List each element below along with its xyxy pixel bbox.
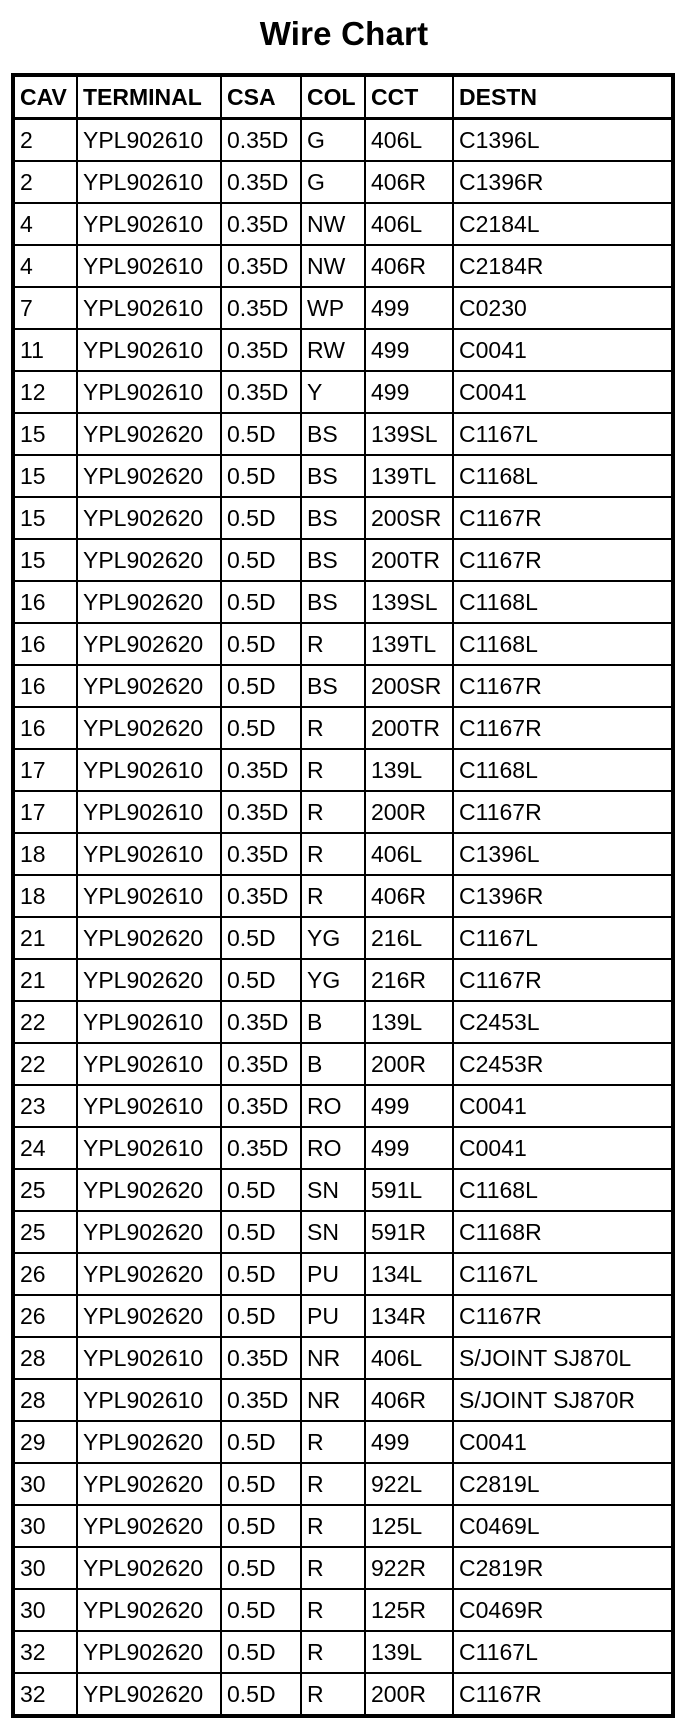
col-cell: R xyxy=(301,1547,365,1589)
terminal-cell: YPL902610 xyxy=(77,749,221,791)
cav-cell: 30 xyxy=(13,1505,77,1547)
csa-cell: 0.35D xyxy=(221,1379,301,1421)
cct-cell: 134R xyxy=(365,1295,453,1337)
cct-cell: 499 xyxy=(365,329,453,371)
terminal-cell: YPL902620 xyxy=(77,1295,221,1337)
destn-cell: C1396R xyxy=(453,875,673,917)
destn-cell: C1396L xyxy=(453,119,673,162)
col-cell: R xyxy=(301,1631,365,1673)
cct-cell: 922L xyxy=(365,1463,453,1505)
cav-cell: 16 xyxy=(13,581,77,623)
table-row xyxy=(13,203,673,245)
terminal-cell: YPL902610 xyxy=(77,833,221,875)
col-cell: YG xyxy=(301,959,365,1001)
cct-cell: 499 xyxy=(365,1085,453,1127)
terminal-cell: YPL902620 xyxy=(77,1253,221,1295)
cct-cell: 216R xyxy=(365,959,453,1001)
destn-cell: C0041 xyxy=(453,371,673,413)
cct-cell: 406L xyxy=(365,203,453,245)
cct-cell: 139L xyxy=(365,1631,453,1673)
cct-cell: 406L xyxy=(365,833,453,875)
terminal-cell: YPL902610 xyxy=(77,245,221,287)
csa-cell: 0.35D xyxy=(221,791,301,833)
terminal-cell: YPL902610 xyxy=(77,875,221,917)
cct-cell: 125R xyxy=(365,1589,453,1631)
col-cell: BS xyxy=(301,665,365,707)
table-row xyxy=(13,623,673,665)
csa-cell: 0.35D xyxy=(221,119,301,162)
col-cell: B xyxy=(301,1043,365,1085)
csa-cell: 0.5D xyxy=(221,1547,301,1589)
terminal-cell: YPL902610 xyxy=(77,1379,221,1421)
terminal-cell: YPL902610 xyxy=(77,1043,221,1085)
cct-cell: 406R xyxy=(365,875,453,917)
table-row xyxy=(13,1589,673,1631)
cav-cell: 21 xyxy=(13,959,77,1001)
cct-cell: 499 xyxy=(365,371,453,413)
col-cell: NR xyxy=(301,1379,365,1421)
table-row xyxy=(13,1253,673,1295)
destn-cell: C1167R xyxy=(453,497,673,539)
col-cell: R xyxy=(301,875,365,917)
cav-cell: 2 xyxy=(13,119,77,162)
col-cell: NR xyxy=(301,1337,365,1379)
cav-cell: 32 xyxy=(13,1673,77,1716)
col-cell: BS xyxy=(301,413,365,455)
csa-cell: 0.5D xyxy=(221,1295,301,1337)
terminal-cell: YPL902610 xyxy=(77,329,221,371)
terminal-cell: YPL902620 xyxy=(77,1211,221,1253)
cct-cell: 200TR xyxy=(365,707,453,749)
cct-cell: 139TL xyxy=(365,455,453,497)
col-cell: R xyxy=(301,1463,365,1505)
terminal-cell: YPL902620 xyxy=(77,1631,221,1673)
terminal-cell: YPL902620 xyxy=(77,1169,221,1211)
cav-cell: 23 xyxy=(13,1085,77,1127)
col-cell: BS xyxy=(301,539,365,581)
cav-cell: 15 xyxy=(13,413,77,455)
col-cell: R xyxy=(301,833,365,875)
cav-cell: 16 xyxy=(13,665,77,707)
terminal-cell: YPL902610 xyxy=(77,1001,221,1043)
col-cell: Y xyxy=(301,371,365,413)
col-cell: PU xyxy=(301,1295,365,1337)
wire-chart-table xyxy=(11,73,675,1718)
table-row xyxy=(13,1337,673,1379)
terminal-cell: YPL902620 xyxy=(77,1547,221,1589)
cav-cell: 15 xyxy=(13,497,77,539)
table-row xyxy=(13,1001,673,1043)
cct-cell: 139L xyxy=(365,749,453,791)
cct-cell: 200R xyxy=(365,791,453,833)
table-row xyxy=(13,539,673,581)
cav-cell: 11 xyxy=(13,329,77,371)
cav-cell: 18 xyxy=(13,875,77,917)
table-row xyxy=(13,161,673,203)
destn-cell: C1167L xyxy=(453,413,673,455)
col-cell: BS xyxy=(301,497,365,539)
table-row xyxy=(13,1295,673,1337)
destn-cell: C1168L xyxy=(453,623,673,665)
terminal-cell: YPL902610 xyxy=(77,203,221,245)
destn-cell: C2453L xyxy=(453,1001,673,1043)
table-row xyxy=(13,287,673,329)
cct-cell: 406R xyxy=(365,245,453,287)
destn-cell: C1396L xyxy=(453,833,673,875)
csa-cell: 0.5D xyxy=(221,1673,301,1716)
cav-cell: 28 xyxy=(13,1379,77,1421)
table-row xyxy=(13,665,673,707)
cav-cell: 28 xyxy=(13,1337,77,1379)
csa-cell: 0.35D xyxy=(221,749,301,791)
table-row xyxy=(13,581,673,623)
col-cell: R xyxy=(301,1421,365,1463)
destn-cell: C1168R xyxy=(453,1211,673,1253)
col-cell: BS xyxy=(301,581,365,623)
csa-cell: 0.35D xyxy=(221,287,301,329)
destn-cell: C2819R xyxy=(453,1547,673,1589)
destn-cell: C2453R xyxy=(453,1043,673,1085)
csa-cell: 0.35D xyxy=(221,1085,301,1127)
table-row xyxy=(13,119,673,162)
terminal-cell: YPL902620 xyxy=(77,959,221,1001)
csa-cell: 0.5D xyxy=(221,1505,301,1547)
destn-cell: C1167R xyxy=(453,791,673,833)
terminal-cell: YPL902620 xyxy=(77,1673,221,1716)
csa-cell: 0.5D xyxy=(221,623,301,665)
csa-cell: 0.5D xyxy=(221,707,301,749)
table-row xyxy=(13,1631,673,1673)
destn-cell: C1167R xyxy=(453,539,673,581)
csa-cell: 0.35D xyxy=(221,1001,301,1043)
page-title: Wire Chart xyxy=(259,15,429,52)
cct-cell: 406L xyxy=(365,1337,453,1379)
csa-cell: 0.35D xyxy=(221,1127,301,1169)
cav-cell: 2 xyxy=(13,161,77,203)
cct-cell: 139SL xyxy=(365,413,453,455)
col-cell: R xyxy=(301,1589,365,1631)
destn-cell: C2819L xyxy=(453,1463,673,1505)
cav-cell: 7 xyxy=(13,287,77,329)
col-cell: NW xyxy=(301,203,365,245)
terminal-cell: YPL902620 xyxy=(77,1589,221,1631)
cav-cell: 16 xyxy=(13,623,77,665)
cav-cell: 26 xyxy=(13,1253,77,1295)
destn-cell: C1167R xyxy=(453,959,673,1001)
cct-cell: 139L xyxy=(365,1001,453,1043)
table-body xyxy=(13,119,673,1717)
csa-cell: 0.5D xyxy=(221,1211,301,1253)
table-row xyxy=(13,959,673,1001)
col-cell: BS xyxy=(301,455,365,497)
csa-cell: 0.5D xyxy=(221,665,301,707)
destn-cell: C1396R xyxy=(453,161,673,203)
terminal-cell: YPL902620 xyxy=(77,1421,221,1463)
terminal-cell: YPL902620 xyxy=(77,413,221,455)
csa-cell: 0.5D xyxy=(221,1631,301,1673)
destn-cell: C0469R xyxy=(453,1589,673,1631)
destn-cell: C0041 xyxy=(453,1127,673,1169)
col-cell: R xyxy=(301,623,365,665)
cav-cell: 26 xyxy=(13,1295,77,1337)
csa-cell: 0.35D xyxy=(221,875,301,917)
cav-cell: 18 xyxy=(13,833,77,875)
destn-cell: C0041 xyxy=(453,1085,673,1127)
destn-cell: C1167L xyxy=(453,1631,673,1673)
csa-cell: 0.5D xyxy=(221,1169,301,1211)
col-cell: RO xyxy=(301,1127,365,1169)
col-cell: R xyxy=(301,707,365,749)
destn-cell: C1168L xyxy=(453,581,673,623)
destn-cell: C0041 xyxy=(453,1421,673,1463)
terminal-cell: YPL902620 xyxy=(77,707,221,749)
col-cell: SN xyxy=(301,1169,365,1211)
cct-cell: 200R xyxy=(365,1673,453,1716)
column-header-destn: DESTN xyxy=(453,75,673,119)
csa-cell: 0.5D xyxy=(221,959,301,1001)
col-cell: B xyxy=(301,1001,365,1043)
column-header-col: COL xyxy=(301,75,365,119)
csa-cell: 0.5D xyxy=(221,497,301,539)
destn-cell: C0230 xyxy=(453,287,673,329)
terminal-cell: YPL902620 xyxy=(77,539,221,581)
table-row xyxy=(13,791,673,833)
terminal-cell: YPL902610 xyxy=(77,1127,221,1169)
cct-cell: 406R xyxy=(365,1379,453,1421)
table-row xyxy=(13,1379,673,1421)
csa-cell: 0.5D xyxy=(221,1589,301,1631)
table-row xyxy=(13,371,673,413)
col-cell: G xyxy=(301,119,365,162)
table-row xyxy=(13,1211,673,1253)
table-row xyxy=(13,1421,673,1463)
cav-cell: 25 xyxy=(13,1169,77,1211)
csa-cell: 0.35D xyxy=(221,1043,301,1085)
table-row xyxy=(13,245,673,287)
csa-cell: 0.5D xyxy=(221,1421,301,1463)
col-cell: R xyxy=(301,1673,365,1716)
column-header-terminal: TERMINAL xyxy=(77,75,221,119)
table-row xyxy=(13,1547,673,1589)
col-cell: R xyxy=(301,1505,365,1547)
cav-cell: 22 xyxy=(13,1001,77,1043)
terminal-cell: YPL902610 xyxy=(77,161,221,203)
table-row xyxy=(13,917,673,959)
csa-cell: 0.5D xyxy=(221,1463,301,1505)
cct-cell: 591L xyxy=(365,1169,453,1211)
terminal-cell: YPL902620 xyxy=(77,665,221,707)
table-row xyxy=(13,1043,673,1085)
csa-cell: 0.5D xyxy=(221,917,301,959)
col-cell: SN xyxy=(301,1211,365,1253)
destn-cell: C1168L xyxy=(453,749,673,791)
terminal-cell: YPL902620 xyxy=(77,497,221,539)
cct-cell: 406R xyxy=(365,161,453,203)
cav-cell: 30 xyxy=(13,1463,77,1505)
csa-cell: 0.5D xyxy=(221,581,301,623)
col-cell: R xyxy=(301,749,365,791)
terminal-cell: YPL902610 xyxy=(77,1085,221,1127)
csa-cell: 0.35D xyxy=(221,203,301,245)
cct-cell: 922R xyxy=(365,1547,453,1589)
col-cell: PU xyxy=(301,1253,365,1295)
terminal-cell: YPL902620 xyxy=(77,1505,221,1547)
terminal-cell: YPL902610 xyxy=(77,119,221,162)
table-row xyxy=(13,1085,673,1127)
cct-cell: 406L xyxy=(365,119,453,162)
table-row xyxy=(13,455,673,497)
column-header-cav: CAV xyxy=(13,75,77,119)
cct-cell: 139TL xyxy=(365,623,453,665)
destn-cell: C2184L xyxy=(453,203,673,245)
table-row xyxy=(13,707,673,749)
table-row xyxy=(13,1463,673,1505)
destn-cell: C1167R xyxy=(453,1295,673,1337)
cav-cell: 16 xyxy=(13,707,77,749)
csa-cell: 0.35D xyxy=(221,245,301,287)
cav-cell: 17 xyxy=(13,791,77,833)
cct-cell: 125L xyxy=(365,1505,453,1547)
table-row xyxy=(13,833,673,875)
col-cell: R xyxy=(301,791,365,833)
destn-cell: C2184R xyxy=(453,245,673,287)
cct-cell: 134L xyxy=(365,1253,453,1295)
cct-cell: 200R xyxy=(365,1043,453,1085)
destn-cell: C1168L xyxy=(453,455,673,497)
terminal-cell: YPL902620 xyxy=(77,581,221,623)
csa-cell: 0.5D xyxy=(221,413,301,455)
table-row xyxy=(13,1127,673,1169)
cav-cell: 15 xyxy=(13,539,77,581)
terminal-cell: YPL902620 xyxy=(77,917,221,959)
terminal-cell: YPL902610 xyxy=(77,791,221,833)
cav-cell: 21 xyxy=(13,917,77,959)
cav-cell: 29 xyxy=(13,1421,77,1463)
cav-cell: 25 xyxy=(13,1211,77,1253)
table-header xyxy=(13,75,673,119)
csa-cell: 0.5D xyxy=(221,539,301,581)
column-header-cct: CCT xyxy=(365,75,453,119)
cct-cell: 200SR xyxy=(365,665,453,707)
csa-cell: 0.35D xyxy=(221,1337,301,1379)
csa-cell: 0.5D xyxy=(221,1253,301,1295)
destn-cell: C0041 xyxy=(453,329,673,371)
csa-cell: 0.35D xyxy=(221,329,301,371)
col-cell: NW xyxy=(301,245,365,287)
cav-cell: 30 xyxy=(13,1589,77,1631)
csa-cell: 0.35D xyxy=(221,161,301,203)
cav-cell: 4 xyxy=(13,203,77,245)
col-cell: WP xyxy=(301,287,365,329)
col-cell: YG xyxy=(301,917,365,959)
cav-cell: 24 xyxy=(13,1127,77,1169)
cct-cell: 499 xyxy=(365,1127,453,1169)
cct-cell: 591R xyxy=(365,1211,453,1253)
csa-cell: 0.5D xyxy=(221,455,301,497)
cav-cell: 22 xyxy=(13,1043,77,1085)
cct-cell: 139SL xyxy=(365,581,453,623)
terminal-cell: YPL902620 xyxy=(77,455,221,497)
terminal-cell: YPL902620 xyxy=(77,1463,221,1505)
table-row xyxy=(13,749,673,791)
terminal-cell: YPL902620 xyxy=(77,623,221,665)
table-row xyxy=(13,497,673,539)
table-row xyxy=(13,329,673,371)
table-row xyxy=(13,1505,673,1547)
cct-cell: 499 xyxy=(365,1421,453,1463)
header-row xyxy=(13,75,673,119)
cav-cell: 30 xyxy=(13,1547,77,1589)
cct-cell: 499 xyxy=(365,287,453,329)
cct-cell: 200TR xyxy=(365,539,453,581)
cav-cell: 15 xyxy=(13,455,77,497)
cav-cell: 12 xyxy=(13,371,77,413)
table-row xyxy=(13,1673,673,1716)
destn-cell: C1167L xyxy=(453,917,673,959)
destn-cell: C1167L xyxy=(453,1253,673,1295)
cct-cell: 216L xyxy=(365,917,453,959)
destn-cell: C1168L xyxy=(453,1169,673,1211)
destn-cell: C1167R xyxy=(453,707,673,749)
table-row xyxy=(13,1169,673,1211)
destn-cell: C1167R xyxy=(453,1673,673,1716)
col-cell: G xyxy=(301,161,365,203)
cav-cell: 17 xyxy=(13,749,77,791)
table-row xyxy=(13,413,673,455)
destn-cell: C1167R xyxy=(453,665,673,707)
destn-cell: S/JOINT SJ870L xyxy=(453,1337,673,1379)
terminal-cell: YPL902610 xyxy=(77,287,221,329)
col-cell: RW xyxy=(301,329,365,371)
terminal-cell: YPL902610 xyxy=(77,371,221,413)
column-header-csa: CSA xyxy=(221,75,301,119)
cav-cell: 32 xyxy=(13,1631,77,1673)
cav-cell: 4 xyxy=(13,245,77,287)
terminal-cell: YPL902610 xyxy=(77,1337,221,1379)
col-cell: RO xyxy=(301,1085,365,1127)
csa-cell: 0.35D xyxy=(221,371,301,413)
destn-cell: C0469L xyxy=(453,1505,673,1547)
destn-cell: S/JOINT SJ870R xyxy=(453,1379,673,1421)
table-row xyxy=(13,875,673,917)
cct-cell: 200SR xyxy=(365,497,453,539)
csa-cell: 0.35D xyxy=(221,833,301,875)
